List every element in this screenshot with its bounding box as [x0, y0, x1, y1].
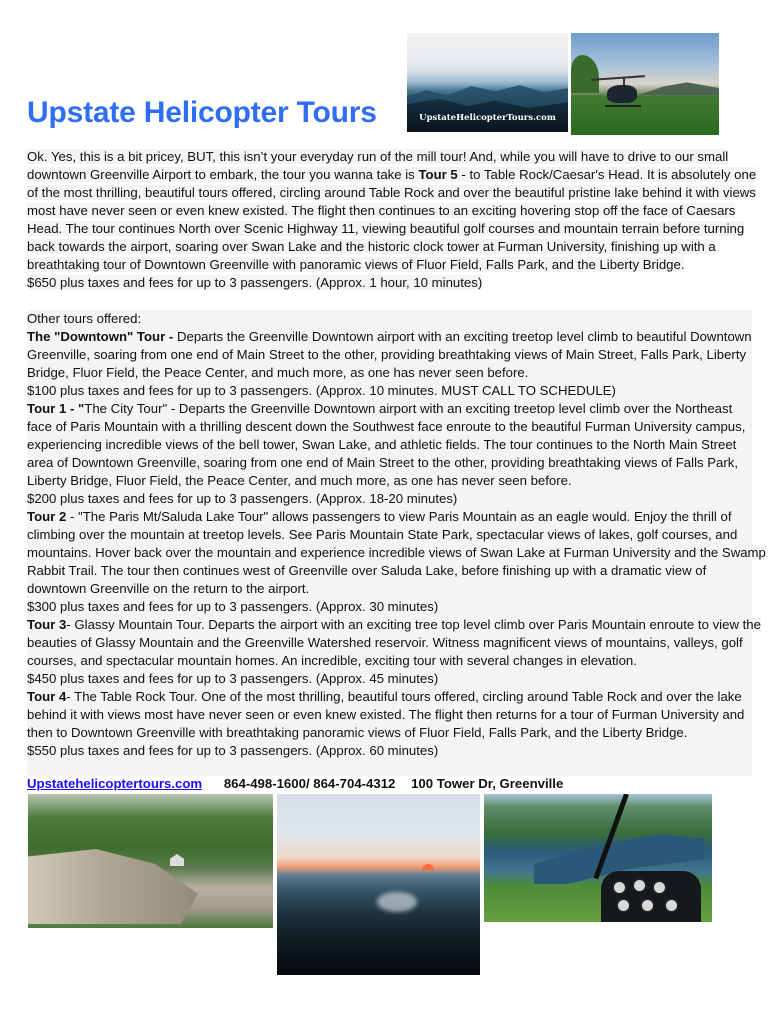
tour-line: [27, 346, 752, 364]
tour-line: [27, 724, 752, 742]
tour-line: [27, 526, 752, 544]
table-rock-chapel-photo: [28, 794, 273, 928]
intro-line: [27, 274, 752, 292]
tour-name: Tour 5: [418, 167, 458, 182]
tour-line: [27, 418, 752, 436]
tour-line: [27, 364, 752, 382]
text: $550 plus taxes and fees for up to 3 passengers. (Approx. 60 minutes): [27, 743, 439, 758]
page-title: Upstate Helicopter Tours: [27, 96, 377, 129]
text: downtown Greenville on the return to the airport.: [27, 581, 310, 596]
tour-line: [27, 652, 752, 670]
intro-line: [27, 166, 757, 184]
gauge: [664, 898, 679, 913]
intro-paragraph: [27, 148, 766, 760]
tour-name: Tour 4: [27, 689, 67, 704]
text: courses, and spectacular mountain homes. An incredible, exciting tour with several changes in elevation.: [27, 653, 637, 668]
tour-line: [27, 688, 752, 706]
text: Liberty Bridge, Fluor Field, the Peace Center, and much more, as one has never seen before.: [27, 473, 572, 488]
text: $300 plus taxes and fees for up to 3 passengers. (Approx. 30 minutes): [27, 599, 439, 614]
helicopter-rotor: [591, 75, 645, 81]
tour-name: Tour 2: [27, 509, 70, 524]
intro-line: [27, 184, 756, 202]
helicopter-skid: [605, 105, 641, 107]
text: of the most thrilling, beautiful tours offered, circling around Table Rock and over the beautiful pristine lake behind it with views: [27, 185, 756, 200]
website-link[interactable]: Upstatehelicoptertours.com: [27, 776, 203, 791]
text: $450 plus taxes and fees for up to 3 passengers. (Approx. 45 minutes): [27, 671, 439, 686]
text: - "The Paris Mt/Saluda Lake Tour" allows passengers to view Paris Mountain as an eagle would. Enjoy the thrill of: [69, 509, 732, 524]
text: beauties of Glassy Mountain and the Greenville Watershed reservoir. Witness magnificent views of mountains, valleys, golf: [27, 635, 743, 650]
tour-line: [27, 742, 752, 760]
helicopter-photo: [571, 33, 719, 135]
text: $100 plus taxes and fees for up to 3 passengers. (Approx. 10 minutes. MUST CALL TO SCHEDULE): [27, 383, 616, 398]
text: Bridge, Fluor Field, the Peace Center, and much more, as one has never seen before.: [27, 365, 529, 380]
tour-name: The "Downtown" Tour -: [27, 329, 177, 344]
gauge: [616, 898, 631, 913]
address: 100 Tower Dr, Greenville: [411, 776, 564, 791]
chapel: [170, 854, 184, 866]
tour-line: [27, 580, 752, 598]
trees: [571, 55, 599, 93]
intro-line: [27, 202, 752, 220]
tour-line: [27, 670, 752, 688]
tour-line: [27, 544, 766, 562]
intro-line: [27, 256, 752, 274]
text: $650 plus taxes and fees for up to 3 passengers. (Approx. 1 hour, 10 minutes): [27, 275, 483, 290]
text: face of Paris Mountain with a thrilling descent down the Southwest face enroute to the beautiful Furman University campus,: [27, 419, 746, 434]
contact-footer: [27, 776, 563, 791]
text: - Glassy Mountain Tour. Departs the airport with an exciting tree top level climb over Paris Mountain enroute to view the: [66, 617, 761, 632]
intro-line: [27, 220, 752, 238]
tour-line: [27, 706, 752, 724]
text: downtown Greenville Airport to embark, the tour you wanna take is: [27, 167, 419, 182]
intro-line: [27, 148, 752, 166]
mountain-sunrise-photo: [277, 794, 480, 975]
tour-line: [27, 598, 752, 616]
tour-line: [27, 382, 752, 400]
text: then to Downtown Greenville with breathtaking panoramic views of Fluor Field, Falls Park, and the Liberty Bridge.: [27, 725, 688, 740]
tour-line: [27, 400, 752, 418]
text: Departs the Greenville Downtown airport with an exciting treetop level climb to beautiful Downtown: [176, 329, 752, 344]
text: Ok. Yes, this is a bit pricey, BUT, this isn’t your everyday run of the mill tour! And, while you will have to drive to our small: [27, 149, 729, 164]
hill: [639, 81, 719, 95]
gauge: [652, 880, 667, 895]
text: breathtaking tour of Downtown Greenville with panoramic views of Fluor Field, Falls Park, and the Liberty Bridge.: [27, 257, 685, 272]
text: climbing over the mountain at treetop levels. See Paris Mountain State Park, spectacular views of lakes, golf courses, and: [27, 527, 738, 542]
banner-watermark: UpstateHelicopterTours.com: [419, 113, 556, 123]
gauge: [640, 898, 655, 913]
tour-line: [27, 472, 752, 490]
text: Greenville, soaring from one end of Main Street to the other, providing breathtaking views of Main Street, Falls Park, Liberty: [27, 347, 747, 362]
phone-numbers: 864-498-1600/ 864-704-4312: [223, 776, 396, 791]
text: $200 plus taxes and fees for up to 3 passengers. (Approx. 18-20 minutes): [27, 491, 458, 506]
text: area of Downtown Greenville, soaring from one end of Main Street to the other, providing breathtaking views of Falls Park,: [27, 455, 739, 470]
tour-line: [27, 508, 752, 526]
tour-line: [27, 634, 752, 652]
tour-line: [27, 436, 752, 454]
text: mountains. Hover back over the mountain and experience incredible views of Swan Lake at Furman University and the Swamp: [27, 545, 766, 560]
fog: [377, 892, 417, 912]
text: - The Table Rock Tour. One of the most thrilling, beautiful tours offered, circling around Table Rock and over the lake: [66, 689, 742, 704]
tour-name: Tour 3: [27, 617, 67, 632]
tour-line: [27, 490, 752, 508]
other-tours-heading: Other tours offered:: [27, 311, 142, 326]
tour-name: Tour 1 - ": [27, 401, 85, 416]
text: most have never seen or even knew existed. The flight then continues to an exciting hovering stop off the face of Caesars: [27, 203, 736, 218]
tour-line: [27, 454, 752, 472]
gauge: [612, 880, 627, 895]
text: behind it with views most have never seen or even knew existed. The flight then returns for a tour of Furman University and: [27, 707, 745, 722]
gauge: [632, 878, 647, 893]
sun: [422, 864, 434, 870]
helicopter-body: [607, 85, 637, 103]
text: Rabbit Trail. The tour then continues west of Greenville over Saluda Lake, before finishing up with a dramatic view of: [27, 563, 707, 578]
mountains-banner-image: [407, 33, 568, 132]
text: back towards the airport, soaring over Swan Lake and the historic clock tower at Furman University, finishing up with a: [27, 239, 716, 254]
tour-line: [27, 562, 752, 580]
cockpit-lake-view-photo: [484, 794, 712, 922]
text: experiencing incredible views of the bell tower, Swan Lake, and athletic fields. The tour continues to the North Main Street: [27, 437, 737, 452]
tour-line: [27, 328, 752, 346]
text: Head. The tour continues North over Scenic Highway 11, viewing beautiful golf courses and mountain terrain before turning: [27, 221, 745, 236]
text: - to Table Rock/Caesar's Head. It is absolutely one: [457, 167, 757, 182]
text: The City Tour" - Departs the Greenville Downtown airport with an exciting treetop level climb over the Northeast: [84, 401, 733, 416]
tour-line: [27, 616, 761, 634]
instrument-panel: [601, 871, 701, 922]
intro-line: [27, 238, 752, 256]
